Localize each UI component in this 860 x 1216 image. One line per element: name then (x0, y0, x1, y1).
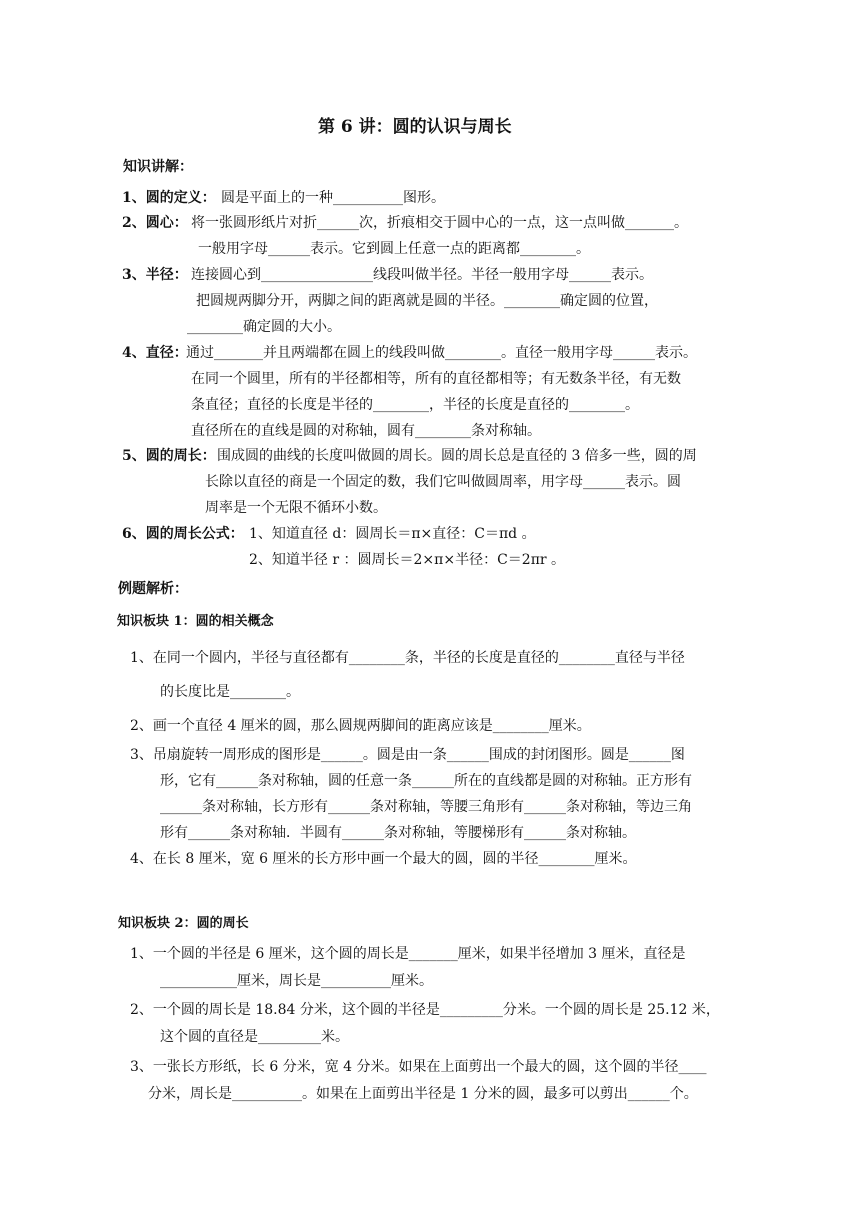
item-line: 条直径；直径的长度是半径的________，半径的长度是直径的________。 (191, 397, 639, 413)
item-line: 一般用字母______表示。它到圆上任意一点的距离都________。 (198, 241, 590, 257)
page-title: 第 6 讲：圆的认识与周长 (318, 117, 512, 137)
question-line: 形，它有______条对称轴，圆的任意一条______所在的直线都是圆的对称轴。正方形有 (160, 773, 692, 789)
item-line: 围成圆的曲线的长度叫做圆的周长。圆的周长总是直径的 3 倍多一些，圆的周 (217, 448, 697, 464)
question-line: 2、画一个直径 4 厘米的圆，那么圆规两脚间的距离应该是________厘米。 (130, 718, 591, 734)
item-line: 1、知道直径 d：圆周长＝π×直径：C＝πd 。 (249, 526, 536, 542)
knowledge-heading: 知识讲解： (123, 159, 193, 175)
question-line: ______条对称轴，长方形有______条对称轴，等腰三角形有______条对称轴，等边三角 (160, 799, 692, 815)
item-line: 将一张圆形纸片对折______次，折痕相交于圆中心的一点，这一点叫做_______。 (191, 215, 688, 231)
item-label: 3、半径： (122, 267, 188, 283)
block1-heading: 知识板块 1：圆的相关概念 (117, 614, 274, 629)
question-line: 的长度比是________。 (160, 684, 300, 700)
item-label: 6、圆的周长公式： (122, 526, 244, 542)
item-line: 连接圆心到________________线段叫做半径。半径一般用字母______表示。 (191, 267, 653, 283)
question-line: 1、一个圆的半径是 6 厘米，这个圆的周长是_______厘米，如果半径增加 3 厘米，直径是 (130, 946, 686, 962)
item-label: 5、圆的周长： (122, 448, 216, 464)
question-line: 形有______条对称轴．半圆有______条对称轴，等腰梯形有______条对称轴。 (160, 825, 636, 841)
item-line: 周率是一个无限不循环小数。 (205, 500, 387, 516)
question-line: 分米，周长是__________。如果在上面剪出半径是 1 分米的圆，最多可以剪出______个。 (148, 1086, 698, 1102)
item-line: 2、知道半径 r ：圆周长＝2×π×半径：C＝2πr 。 (249, 552, 566, 568)
item-label: 1、圆的定义： (122, 190, 216, 206)
item-line: 把圆规两脚分开，两脚之间的距离就是圆的半径。________确定圆的位置， (196, 293, 658, 309)
question-line: ___________厘米，周长是__________厘米。 (160, 973, 433, 989)
item-label: 2、圆心： (122, 215, 188, 231)
question-line: 1、在同一个圆内，半径与直径都有________条，半径的长度是直径的________直径与半径 (130, 650, 685, 666)
item-line: 在同一个圆里，所有的半径都相等，所有的直径都相等；有无数条半径，有无数 (191, 371, 681, 387)
item-label: 4、直径： (122, 345, 188, 361)
question-line: 2、一个圆的周长是 18.84 分米，这个圆的半径是_________分米。一个圆的周长是 25.12 米， (130, 1002, 720, 1018)
question-line: 3、一张长方形纸，长 6 分米，宽 4 分米。如果在上面剪出一个最大的圆，这个圆的半径____ (130, 1059, 707, 1075)
item-line: 长除以直径的商是一个固定的数，我们它叫做圆周率，用字母______表示。圆 (205, 474, 681, 490)
item-line: 直径所在的直线是圆的对称轴，圆有________条对称轴。 (191, 423, 541, 439)
item-line: 通过_______并且两端都在圆上的线段叫做________。直径一般用字母______表示。 (186, 345, 697, 361)
question-line: 这个圆的直径是_________米。 (160, 1029, 349, 1045)
item-line: 圆是平面上的一种__________图形。 (221, 190, 445, 206)
examples-heading: 例题解析： (118, 581, 188, 597)
question-line: 3、吊扇旋转一周形成的图形是______。圆是由一条______围成的封闭图形。圆是______图 (130, 747, 685, 763)
item-line: ________确定圆的大小。 (187, 319, 341, 335)
block2-heading: 知识板块 2：圆的周长 (118, 916, 249, 931)
question-line: 4、在长 8 厘米，宽 6 厘米的长方形中画一个最大的圆，圆的半径________厘米。 (130, 851, 637, 867)
